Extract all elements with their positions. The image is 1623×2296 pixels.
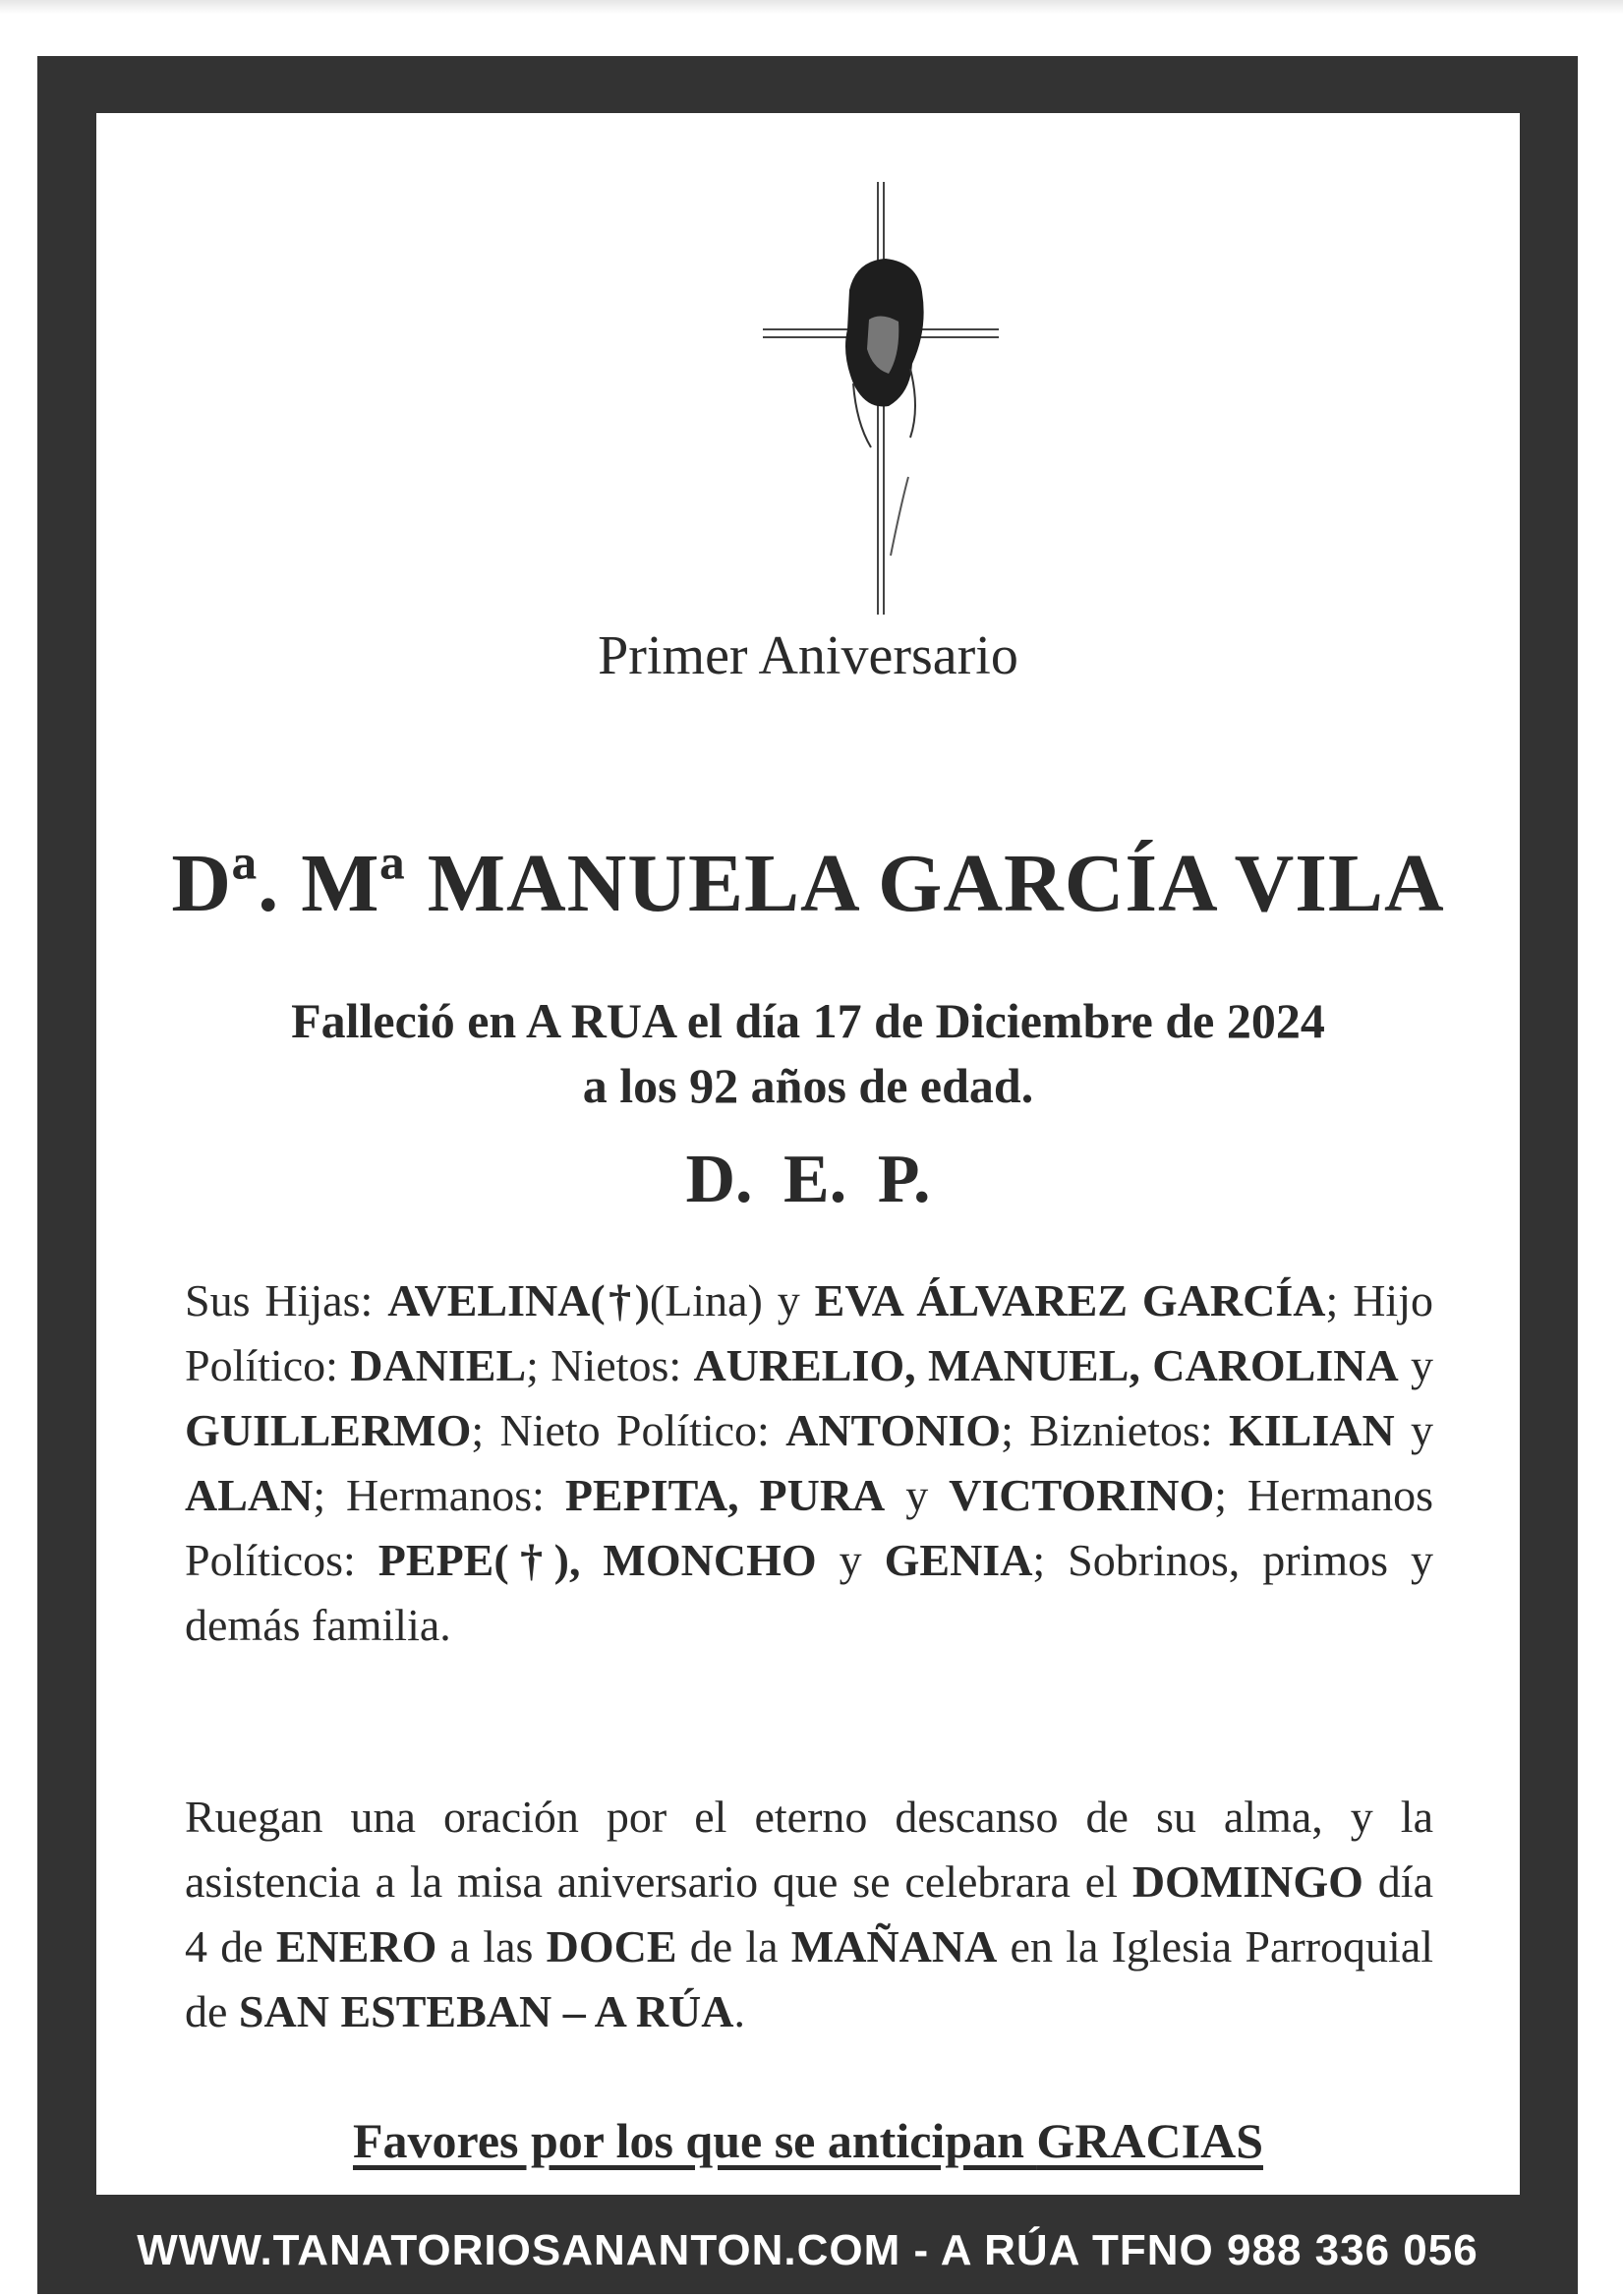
family-name: VICTORINO bbox=[949, 1470, 1215, 1520]
thanks-bold: GRACIAS bbox=[1036, 2113, 1264, 2168]
family-text: ; Hermanos Políticos: bbox=[185, 1470, 1433, 1585]
family-paragraph bbox=[185, 1268, 1433, 1658]
thanks-line bbox=[96, 2112, 1520, 2169]
family-name: ANTONIO bbox=[785, 1405, 1002, 1455]
card-body bbox=[96, 113, 1520, 2195]
deceased-name bbox=[96, 836, 1520, 931]
footer-contact: WWW.TANATORIOSANANTON.COM - A RÚA TFNO 988 336 056 bbox=[137, 2226, 1478, 2274]
family-text: y bbox=[885, 1470, 950, 1520]
family-name: ALAN bbox=[185, 1470, 314, 1520]
family-text: y bbox=[1398, 1340, 1433, 1390]
family-name: AURELIO, MANUEL, CAROLINA bbox=[693, 1340, 1399, 1390]
family-text: ; Hermanos: bbox=[313, 1470, 565, 1520]
request-text: en la Iglesia Parroquial de bbox=[185, 1921, 1434, 2036]
family-name: GUILLERMO bbox=[185, 1405, 472, 1455]
death-line: Falleció en A RUA el día 17 de Diciembre de 2024 bbox=[291, 993, 1325, 1048]
name-text: MANUELA GARCÍA VILA bbox=[427, 838, 1445, 929]
family-name: AVELINA(†) bbox=[387, 1275, 650, 1325]
request-highlight: ENERO bbox=[275, 1921, 437, 1972]
family-name: PEPITA, PURA bbox=[564, 1470, 886, 1520]
family-name: EVA ÁLVAREZ GARCÍA bbox=[814, 1275, 1326, 1325]
family-name: KILIAN bbox=[1228, 1405, 1395, 1455]
thanks-text: Favores por los que se anticipan bbox=[352, 2113, 1037, 2168]
request-highlight: DOCE bbox=[546, 1921, 677, 1972]
family-text: Sus Hijas: bbox=[185, 1275, 388, 1325]
family-text: y bbox=[816, 1535, 885, 1585]
family-name: PEPE(†), MONCHO bbox=[377, 1535, 817, 1585]
request-text: día 4 de bbox=[185, 1856, 1433, 1972]
age-line: a los 92 años de edad. bbox=[582, 1058, 1034, 1113]
name-prefix: Dª. Mª bbox=[171, 838, 428, 929]
request-highlight: MAÑANA bbox=[790, 1921, 998, 1972]
family-text: ; Sobrinos, primos y demás familia. bbox=[185, 1535, 1434, 1650]
anniversary-title: Primer Aniversario bbox=[598, 625, 1018, 686]
scan-edge bbox=[0, 0, 1623, 14]
mass-request-paragraph bbox=[185, 1785, 1433, 2044]
request-text: a las bbox=[436, 1921, 547, 1972]
request-text: Ruegan una oración por el eterno descanso de su alma, y la asistencia a la misa aniversario que se celebrara el bbox=[185, 1792, 1433, 1907]
request-text: de la bbox=[676, 1921, 791, 1972]
family-text: ; Nieto Político: bbox=[471, 1405, 786, 1455]
family-text: ; Hijo Político: bbox=[185, 1275, 1433, 1390]
request-text: . bbox=[733, 1986, 745, 2036]
family-name: GENIA bbox=[884, 1535, 1033, 1585]
family-text: ; Biznietos: bbox=[1001, 1405, 1229, 1455]
crucifix-icon bbox=[763, 182, 999, 615]
family-text: ; Nietos: bbox=[526, 1340, 694, 1390]
family-text: y bbox=[1394, 1405, 1433, 1455]
request-highlight: SAN ESTEBAN – A RÚA bbox=[238, 1986, 734, 2036]
death-details bbox=[96, 988, 1520, 1118]
family-text: (Lina) y bbox=[649, 1275, 815, 1325]
rip-text: D. E. P. bbox=[685, 1142, 931, 1217]
mourning-border bbox=[37, 56, 1578, 2294]
family-name: DANIEL bbox=[350, 1340, 527, 1390]
request-highlight: DOMINGO bbox=[1131, 1856, 1363, 1907]
